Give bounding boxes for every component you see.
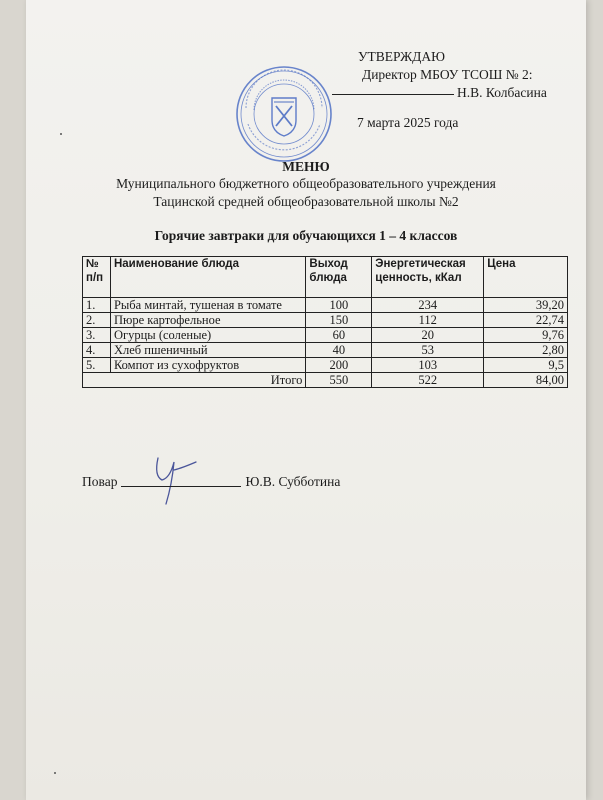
row-number: 4. xyxy=(83,343,111,358)
total-label: Итого xyxy=(83,373,306,388)
official-seal-stamp xyxy=(234,64,334,164)
row-price: 2,80 xyxy=(484,343,568,358)
table-row xyxy=(83,328,568,343)
header-portion: Выход блюда xyxy=(306,257,372,298)
header-dish: Наименование блюда xyxy=(110,257,305,298)
row-portion: 40 xyxy=(306,343,372,358)
row-dish: Пюре картофельное xyxy=(110,313,305,328)
row-portion: 60 xyxy=(306,328,372,343)
table-row xyxy=(83,298,568,313)
table-row xyxy=(83,358,568,373)
row-number: 2. xyxy=(83,313,111,328)
menu-title: МЕНЮ xyxy=(282,159,330,174)
menu-subtitle: Горячие завтраки для обучающихся 1 – 4 классов xyxy=(154,228,458,243)
row-energy: 112 xyxy=(372,313,484,328)
row-dish: Компот из сухофруктов xyxy=(110,358,305,373)
total-energy: 522 xyxy=(372,373,484,388)
row-portion: 200 xyxy=(306,358,372,373)
row-price: 9,5 xyxy=(484,358,568,373)
row-energy: 20 xyxy=(372,328,484,343)
row-price: 39,20 xyxy=(484,298,568,313)
row-portion: 150 xyxy=(306,313,372,328)
paper-speck xyxy=(54,772,56,774)
header-energy: Энергетическая ценность, кКал xyxy=(372,257,484,298)
row-energy: 234 xyxy=(372,298,484,313)
row-dish: Хлеб пшеничный xyxy=(110,343,305,358)
approval-heading: УТВЕРЖДАЮ xyxy=(358,49,446,64)
row-number: 1. xyxy=(83,298,111,313)
row-energy: 103 xyxy=(372,358,484,373)
row-portion: 100 xyxy=(306,298,372,313)
table-row xyxy=(83,343,568,358)
table-row xyxy=(83,313,568,328)
cook-signature-line xyxy=(82,474,340,490)
table-total-row xyxy=(83,373,568,388)
row-energy: 53 xyxy=(372,343,484,358)
row-dish: Рыба минтай, тушеная в томате xyxy=(110,298,305,313)
org-name-line1: Муниципального бюджетного общеобразовательного учреждения xyxy=(116,176,496,191)
director-name: Н.В. Колбасина xyxy=(457,85,547,100)
header-number: № п/п xyxy=(83,257,111,298)
row-price: 22,74 xyxy=(484,313,568,328)
row-number: 5. xyxy=(83,358,111,373)
menu-table xyxy=(82,256,568,388)
paper-speck xyxy=(60,133,62,135)
approval-position: Директор МБОУ ТСОШ № 2: xyxy=(362,67,533,82)
cook-name: Ю.В. Субботина xyxy=(245,474,341,489)
approval-date: 7 марта 2025 года xyxy=(357,115,459,130)
row-dish: Огурцы (соленые) xyxy=(110,328,305,343)
header-price: Цена xyxy=(484,257,568,298)
approval-signature-line xyxy=(332,84,547,101)
document-page xyxy=(26,0,586,800)
row-price: 9,76 xyxy=(484,328,568,343)
cook-label: Повар xyxy=(82,474,118,489)
total-price: 84,00 xyxy=(484,373,568,388)
org-name-line2: Тацинской средней общеобразовательной школы №2 xyxy=(153,194,459,209)
total-portion: 550 xyxy=(306,373,372,388)
row-number: 3. xyxy=(83,328,111,343)
table-header-row xyxy=(83,257,568,298)
